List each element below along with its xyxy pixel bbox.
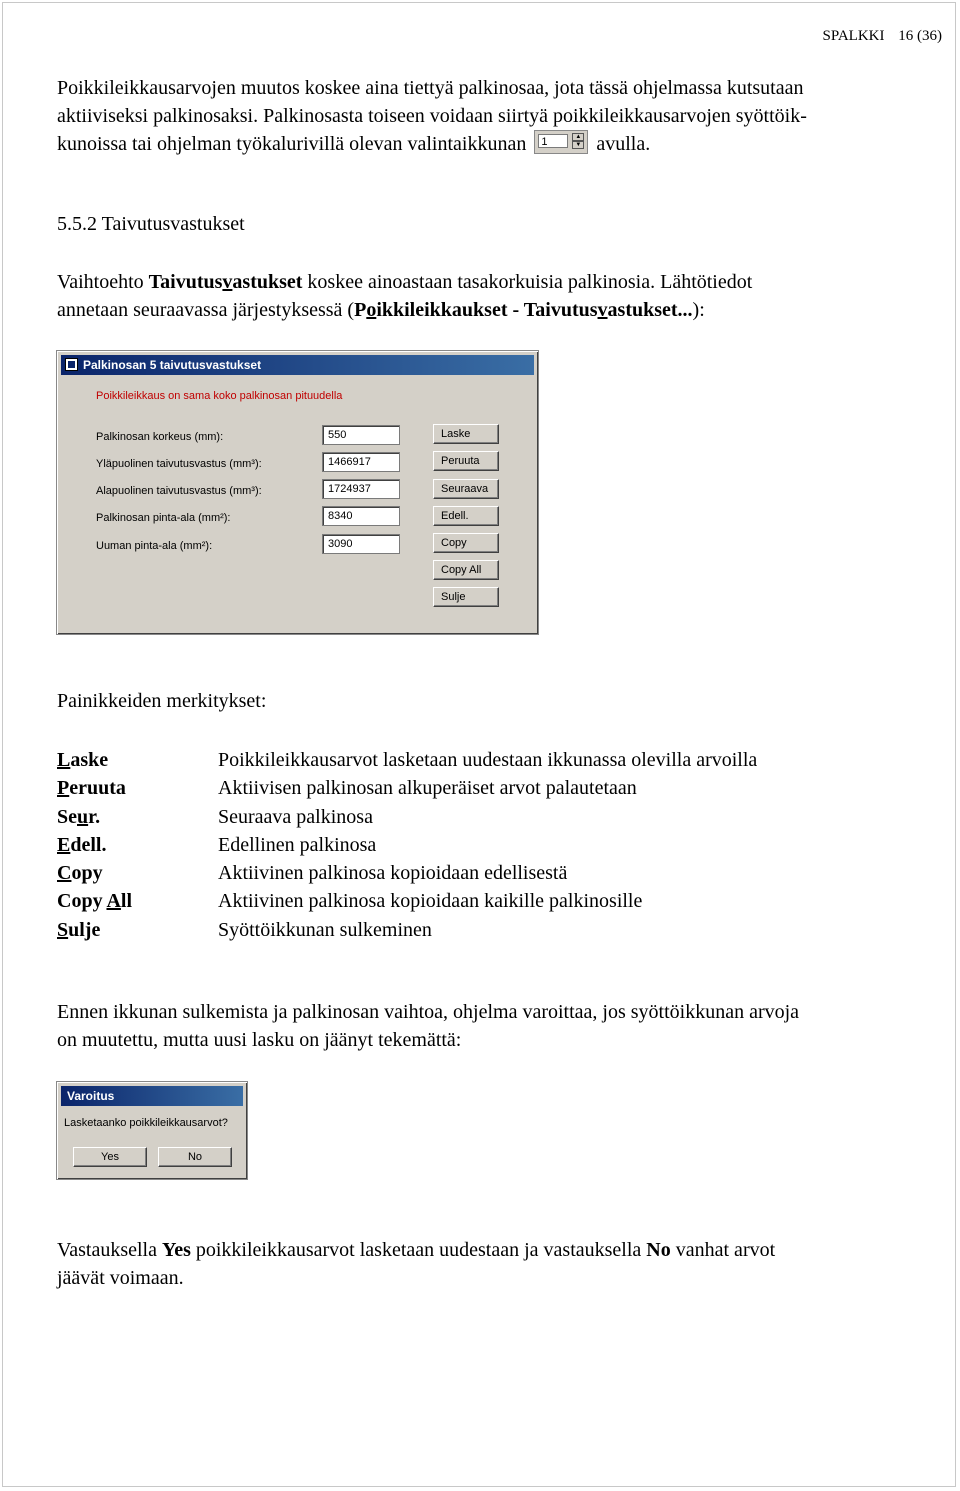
warning-title: Varoitus — [67, 1089, 115, 1103]
dialog-titlebar[interactable] — [61, 355, 534, 375]
sulje-button[interactable]: Sulje — [433, 587, 499, 607]
warning-message: Lasketaanko poikkileikkausarvot? — [64, 1117, 228, 1129]
page-number: 16 (36) — [898, 28, 942, 44]
menu-ref-taivutusvastukset: Taivutusvastukset — [148, 271, 303, 293]
section-paragraph: Vaihtoehto Taivutusvastukset koskee ainoastaan tasakorkuisia palkinosia. Lähtötiedot annetaan seuraavassa järjestyksessä (Poikkileikkaukset - Taivutusvastukset...): — [57, 271, 753, 321]
spin-value: 1 — [538, 134, 568, 148]
palkinosa-spin-control[interactable] — [534, 130, 588, 154]
app-icon — [65, 358, 78, 371]
edell-button[interactable]: Edell. — [433, 506, 499, 526]
lower-modulus-input[interactable]: 1724937 — [322, 479, 400, 499]
no-button[interactable]: No — [158, 1147, 232, 1167]
intro-paragraph — [57, 74, 937, 158]
spin-up-icon[interactable]: ▲ — [572, 133, 584, 141]
seuraava-button[interactable]: Seuraava — [433, 479, 499, 499]
section-heading: 5.5.2 Taivutusvastukset — [57, 213, 245, 235]
field-label-lower-modulus: Alapuolinen taivutusvastus (mm³): — [96, 485, 262, 497]
menu-path-ref: Poikkileikkaukset - Taivutusvastukset... — [354, 299, 693, 321]
field-label-upper-modulus: Yläpuolinen taivutusvastus (mm³): — [96, 458, 262, 470]
intro-line-1: Poikkileikkausarvojen muutos koskee aina tiettyä palkinosaa, jota tässä ohjelmassa kutsutaan — [57, 77, 804, 99]
yes-button[interactable]: Yes — [73, 1147, 147, 1167]
laske-button[interactable]: Laske — [433, 424, 499, 444]
field-label-height: Palkinosan korkeus (mm): — [96, 431, 224, 443]
uniform-section-note: Poikkileikkaus on sama koko palkinosan pituudella — [96, 390, 343, 402]
peruuta-button[interactable]: Peruuta — [433, 451, 499, 471]
intro-line-2: aktiiviseksi palkinosaksi. Palkinosasta toiseen voidaan siirtyä poikkileikkausarvojen syöttöik- — [57, 105, 807, 127]
warning-titlebar[interactable] — [61, 1086, 243, 1106]
document-name: SPALKKI — [822, 28, 885, 44]
copy-all-button[interactable]: Copy All — [433, 560, 499, 580]
field-label-area: Palkinosan pinta-ala (mm²): — [96, 512, 231, 524]
legend-title: Painikkeiden merkitykset: — [57, 690, 267, 712]
answer-paragraph: Vastauksella Yes poikkileikkausarvot lasketaan uudestaan ja vastauksella No vanhat arvot jäävät voimaan. — [57, 1239, 776, 1289]
spin-down-icon[interactable]: ▼ — [572, 141, 584, 149]
copy-button[interactable]: Copy — [433, 533, 499, 553]
warning-dialog — [56, 1081, 248, 1180]
field-label-web-area: Uuman pinta-ala (mm²): — [96, 540, 213, 552]
warning-paragraph: Ennen ikkunan sulkemista ja palkinosan vaihtoa, ohjelma varoittaa, jos syöttöikkunan arvoja on muutettu, mutta uusi lasku on jäänyt tekemättä: — [57, 1001, 800, 1051]
intro-line-3: kunoissa tai ohjelman työkalurivillä olevan valintaikkunan 1 ▲ ▼ avulla. — [57, 130, 937, 158]
page-header — [813, 28, 942, 45]
height-input[interactable]: 550 — [322, 425, 400, 445]
area-input[interactable]: 8340 — [322, 506, 400, 526]
upper-modulus-input[interactable]: 1466917 — [322, 452, 400, 472]
taivutusvastukset-dialog — [56, 350, 539, 635]
dialog-title: Palkinosan 5 taivutusvastukset — [83, 358, 262, 372]
web-area-input[interactable]: 3090 — [322, 534, 400, 554]
